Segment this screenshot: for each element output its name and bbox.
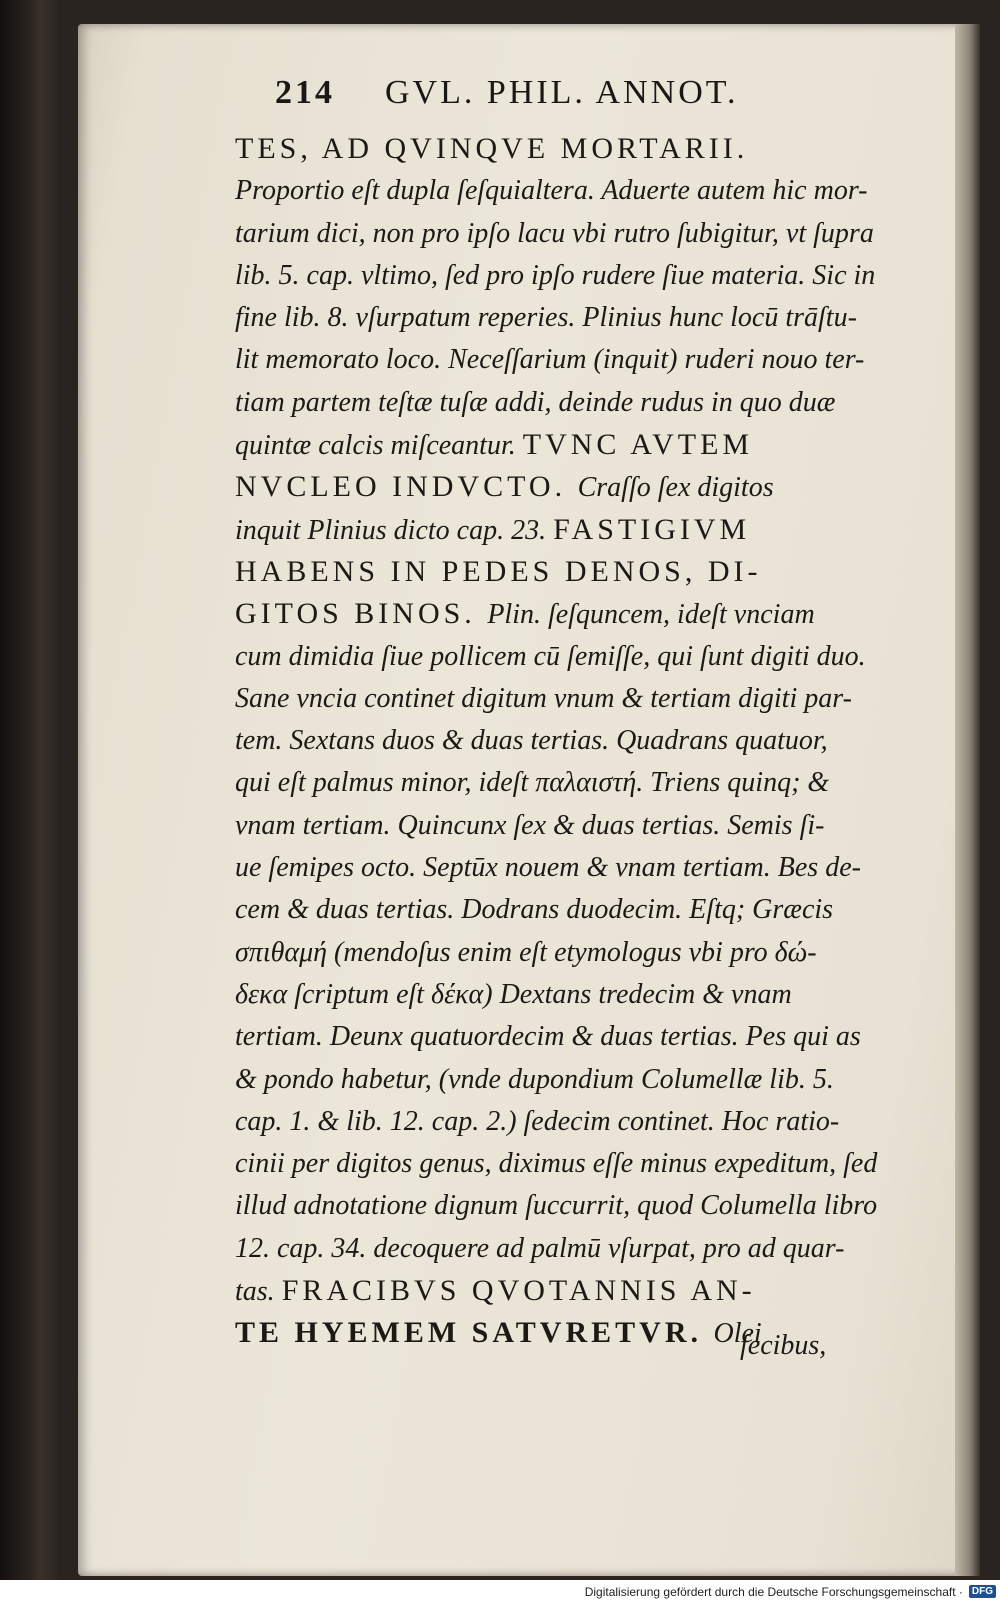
text-segment: lib. 5. cap. vltimo, ſed pro ipſo rudere ſiue materia. Sic in: [235, 259, 876, 291]
text-line: [235, 170, 905, 212]
text-segment: Plin. ſeſquncem, ideſt vnciam: [487, 599, 815, 631]
text-line: [235, 1101, 905, 1143]
text-line: [235, 1270, 905, 1312]
text-segment: TES, AD QVINQVE MORTARII.: [235, 132, 749, 165]
text-segment: Sane vncia continet digitum vnum & tertiam digiti par-: [235, 682, 852, 714]
text-line: [235, 1228, 905, 1270]
text-line: [235, 1059, 905, 1101]
dfg-logo: DFG: [969, 1585, 996, 1598]
running-head: [275, 74, 875, 118]
text-segment: GITOS BINOS.: [235, 597, 488, 631]
text-line: [235, 424, 905, 466]
text-segment: FRACIBVS QVOTANNIS AN-: [281, 1274, 756, 1308]
text-line: [235, 974, 905, 1016]
text-segment: vnam tertiam. Quincunx ſex & duas tertias. Semis ſi-: [235, 809, 825, 841]
text-segment: cem & duas tertias. Dodrans duodecim. Eſtq; Græcis: [235, 894, 834, 926]
text-line: [235, 636, 905, 678]
text-segment: & pondo habetur, (vnde dupondium Columellæ lib. 5.: [235, 1063, 834, 1095]
text-segment: tarium dici, non pro ipſo lacu vbi rutro ſubigitur, vt ſupra: [235, 217, 874, 249]
text-line: [235, 128, 905, 170]
text-line: [235, 382, 905, 424]
text-line: [235, 847, 905, 889]
text-line: [235, 678, 905, 720]
text-line: [235, 509, 905, 551]
text-segment: tertiam. Deunx quatuordecim & duas tertias. Pes qui as: [235, 1021, 861, 1053]
text-line: [235, 1185, 905, 1227]
text-line: [235, 1143, 905, 1185]
text-line: [235, 1016, 905, 1058]
text-line: [235, 297, 905, 339]
text-segment: quintæ calcis miſceantur.: [235, 430, 523, 462]
running-title: GVL. PHIL. ANNOT.: [385, 74, 739, 111]
text-line: [235, 255, 905, 297]
text-line: [235, 339, 905, 381]
folio-number: 214: [275, 74, 335, 111]
text-segment: cum dimidia ſiue pollicem cū ſemiſſe, qui ſunt digiti duo.: [235, 640, 866, 672]
text-segment: inquit Plinius dicto cap. 23.: [235, 514, 554, 546]
text-segment: ue ſemipes octo. Septūx nouem & vnam tertiam. Bes de-: [235, 852, 861, 884]
text-segment: Proportio eſt dupla ſeſquialtera. Aduerte autem hic mor-: [235, 175, 868, 207]
text-line: [235, 551, 905, 593]
text-segment: σπιθαμή (mendoſus enim eſt etymologus vbi pro δώ-: [235, 936, 817, 968]
text-segment: cinii per digitos genus, diximus eſſe minus expeditum, ſed: [235, 1148, 878, 1180]
text-segment: NVCLEO INDVCTO.: [235, 470, 578, 504]
funding-credit: Digitalisierung gefördert durch die Deutsche Forschungsgemeinschaft ·: [584, 1584, 963, 1599]
text-line: [235, 466, 905, 508]
text-segment: lit memorato loco. Neceſſarium (inquit) ruderi nouo ter-: [235, 344, 865, 376]
body-text: [235, 128, 905, 1355]
text-segment: tas.: [235, 1276, 282, 1308]
text-segment: tiam partem teſtæ tuſæ addi, deinde rudus in quo duæ: [235, 386, 836, 418]
text-segment: Craſſo ſex digitos: [577, 472, 774, 504]
text-segment: cap. 1. & lib. 12. cap. 2.) ſedecim continet. Hoc ratio-: [235, 1105, 840, 1137]
text-segment: tem. Sextans duos & duas tertias. Quadrans quatuor,: [235, 725, 828, 757]
text-segment: illud adnotatione dignum ſuccurrit, quod Columella libro: [235, 1190, 878, 1222]
text-line: [235, 762, 905, 804]
text-segment: 12. cap. 34. decoquere ad palmū vſurpat, pro ad quar-: [235, 1232, 845, 1264]
text-segment: Olei: [713, 1318, 762, 1350]
text-line: [235, 720, 905, 762]
text-line: [235, 932, 905, 974]
text-line: [235, 889, 905, 931]
text-segment: TE HYEMEM SATVRETVR.: [235, 1316, 714, 1350]
text-segment: TVNC AVTEM: [522, 428, 754, 462]
text-line: [235, 805, 905, 847]
text-segment: qui eſt palmus minor, ideſt παλαιστή. Triens quinq; &: [235, 767, 830, 799]
text-segment: δεκα ſcriptum eſt δέκα) Dextans tredecim & vnam: [235, 978, 792, 1010]
page-edge: [955, 24, 980, 1576]
text-line: [235, 593, 905, 635]
text-segment: HABENS IN PEDES DENOS, DI-: [235, 554, 762, 588]
text-segment: FASTIGIVM: [553, 512, 751, 546]
text-line: [235, 213, 905, 255]
catchword: fecibus,: [740, 1330, 827, 1361]
text-segment: fine lib. 8. vſurpatum reperies. Plinius hunc locū trāſtu-: [235, 302, 857, 334]
footer-bar: [0, 1580, 1000, 1603]
